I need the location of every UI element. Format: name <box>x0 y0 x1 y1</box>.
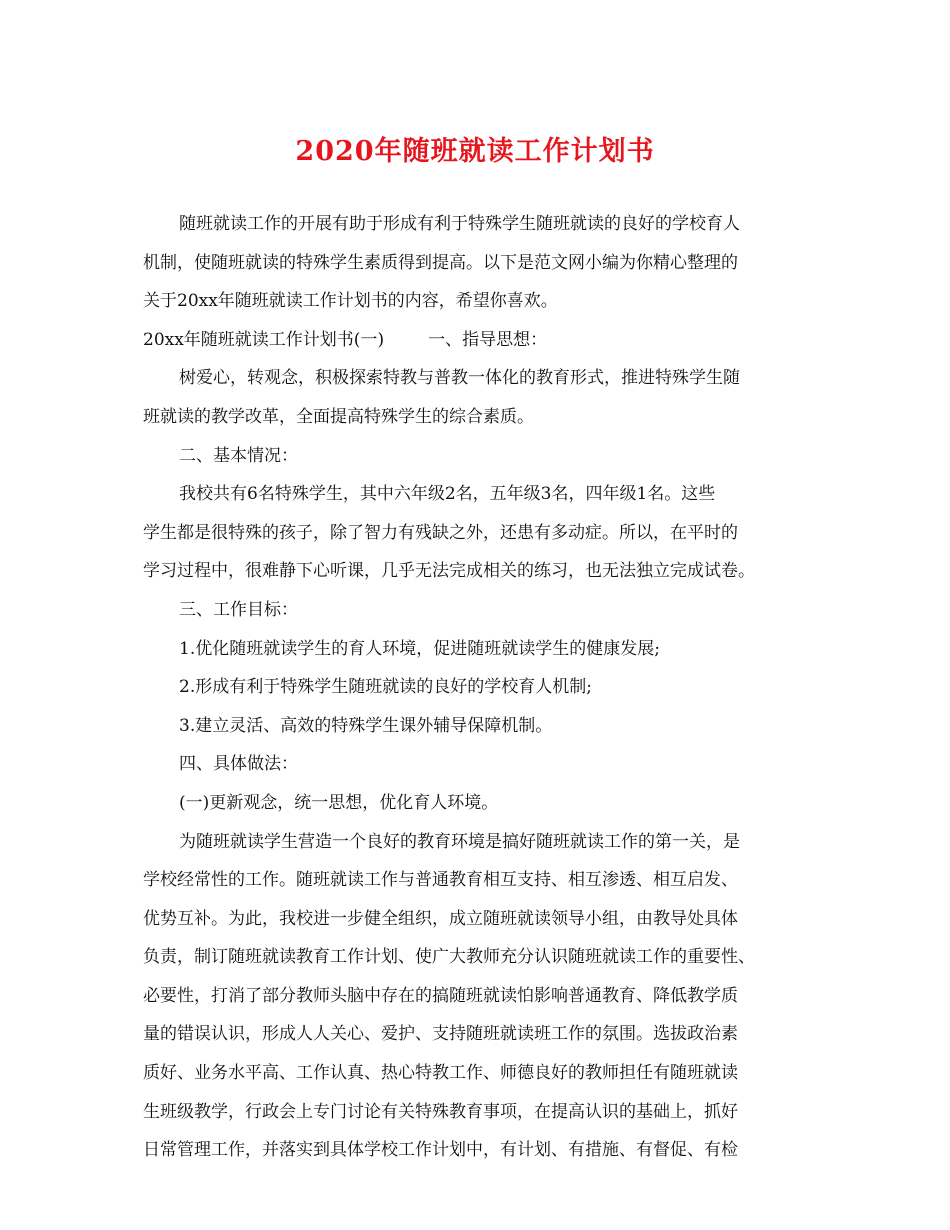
subsection-heading: (一)更新观念，统一思想，优化育人环境。 <box>179 792 499 813</box>
basic-line: 学生都是很特殊的孩子，除了智力有残缺之外，还患有多动症。所以，在平时的 <box>143 522 738 543</box>
practice-line: 量的错误认识，形成人人关心、爱护、支持随班就读班工作的氛围。选拔政治素 <box>143 1024 738 1045</box>
practice-line: 质好、业务水平高、工作认真、热心特教工作、师德良好的教师担任有随班就读 <box>143 1063 738 1084</box>
practice-line: 日常管理工作，并落实到具体学校工作计划中，有计划、有措施、有督促、有检 <box>143 1140 738 1161</box>
section-heading-practice: 四、具体做法： <box>179 754 298 775</box>
section-heading-guiding: 一、指导思想： <box>428 329 548 350</box>
practice-line: 为随班就读学生营造一个良好的教育环境是搞好随班就读工作的第一关，是 <box>179 831 740 852</box>
document-title: 2020年随班就读工作计划书 <box>295 136 655 167</box>
document-body <box>143 205 813 1170</box>
basic-line: 学习过程中，很难静下心听课，几乎无法完成相关的练习，也无法独立完成试卷。 <box>143 561 755 582</box>
guiding-line: 班就读的教学改革，全面提高特殊学生的综合素质。 <box>143 406 534 427</box>
goal-item: 2.形成有利于特殊学生随班就读的良好的学校育人机制; <box>179 677 592 698</box>
practice-line: 学校经常性的工作。随班就读工作与普通教育相互支持、相互渗透、相互启发、 <box>143 870 738 891</box>
section-heading-basic: 二、基本情况： <box>179 445 298 466</box>
basic-line: 我校共有6名特殊学生，其中六年级2名，五年级3名，四年级1名。这些 <box>179 484 716 505</box>
intro-line: 关于20xx年随班就读工作计划书的内容，希望你喜欢。 <box>143 291 558 312</box>
goal-item: 3.建立灵活、高效的特殊学生课外辅导保障机制。 <box>179 715 553 736</box>
practice-line: 优势互补。为此，我校进一步健全组织，成立随班就读领导小组，由教导处具体 <box>143 908 738 929</box>
goal-item: 1.优化随班就读学生的育人环境，促进随班就读学生的健康发展; <box>179 638 660 659</box>
intro-line: 随班就读工作的开展有助于形成有利于特殊学生随班就读的良好的学校育人 <box>179 214 740 234</box>
section-heading-goals: 三、工作目标： <box>179 599 298 620</box>
practice-line: 生班级教学，行政会上专门讨论有关特殊教育事项，在提高认识的基础上，抓好 <box>143 1101 738 1122</box>
practice-line: 负责，制订随班就读教育工作计划、使广大教师充分认识随班就读工作的重要性、 <box>143 947 755 968</box>
practice-line: 必要性，打消了部分教师头脑中存在的搞随班就读怕影响普通教育、降低教学质 <box>143 985 738 1006</box>
plan-subtitle-line <box>143 321 813 360</box>
plan-subtitle: 20xx年随班就读工作计划书(一) <box>143 329 385 350</box>
intro-line: 机制，使随班就读的特殊学生素质得到提高。以下是范文网小编为你精心整理的 <box>143 252 738 273</box>
guiding-line: 树爱心，转观念，积极探索特教与普教一体化的教育形式，推进特殊学生随 <box>179 368 740 389</box>
